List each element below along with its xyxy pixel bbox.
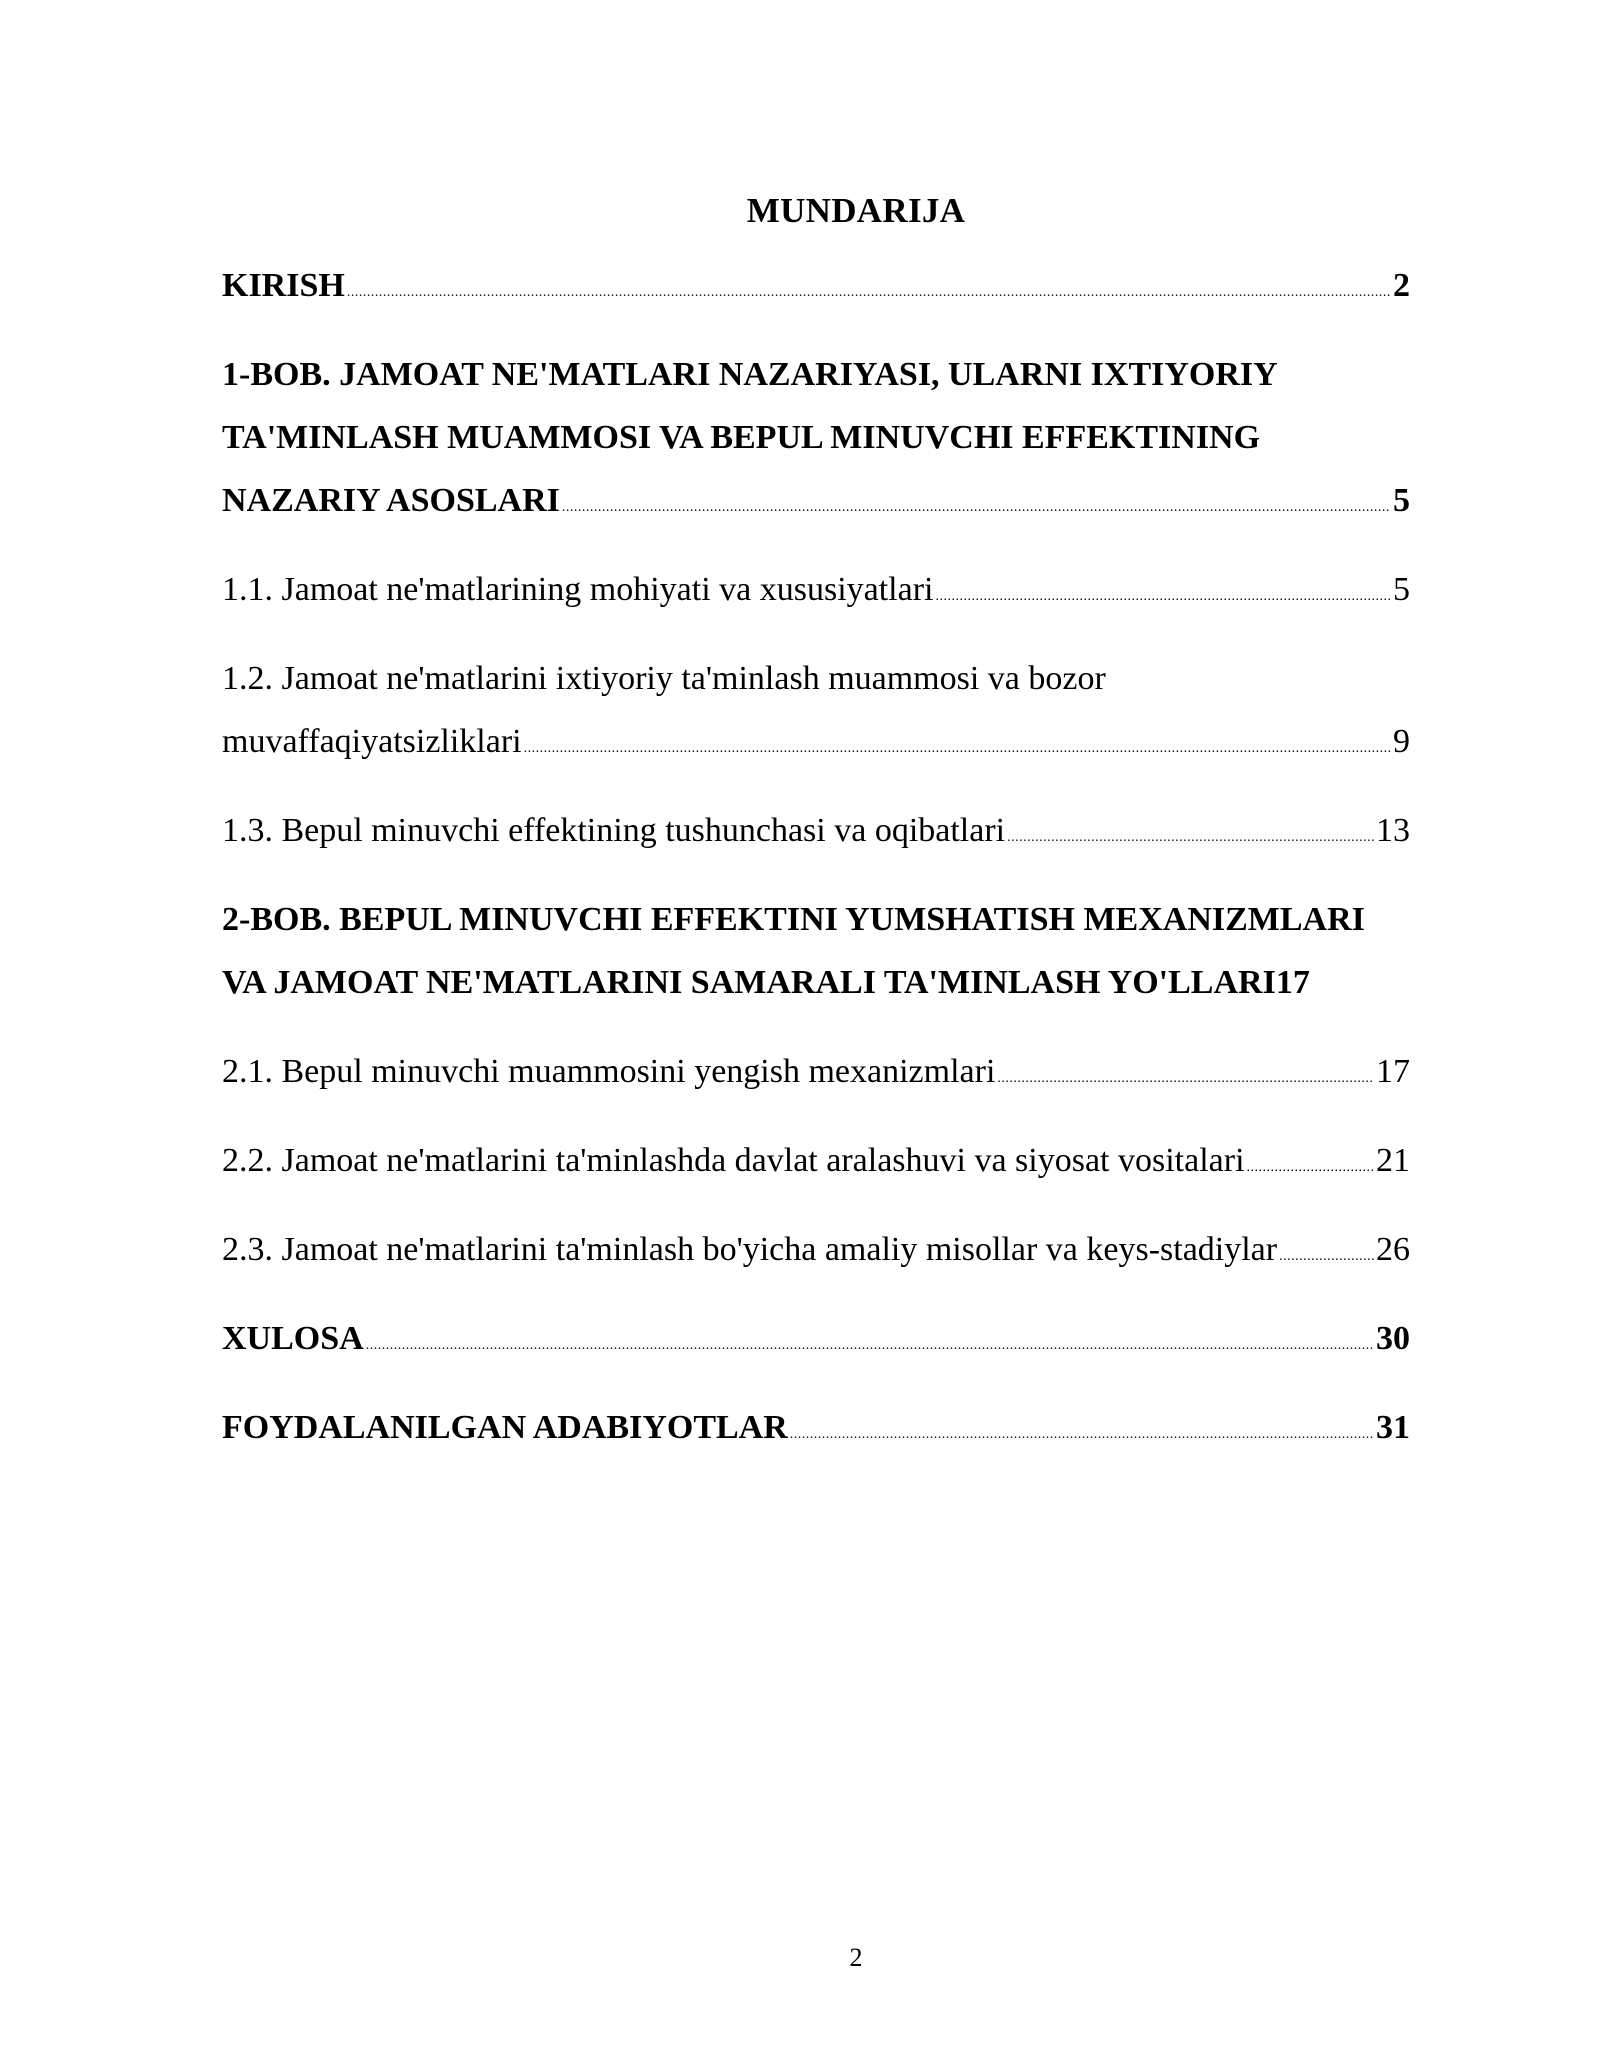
toc-entry-title: 2.2. Jamoat ne'matlarini ta'minlashda davlat aralashuvi va siyosat vositalari [222, 1142, 1245, 1179]
toc-entry-section-2-3[interactable] [222, 1218, 1410, 1281]
toc-entry-title: KIRISH [222, 267, 345, 304]
toc-entry-title: 1.3. Bepul minuvchi effektining tushunchasi va oqibatlari [222, 812, 1006, 849]
toc-entry-title: FOYDALANILGAN ADABIYOTLAR [222, 1409, 788, 1446]
toc-entry-title-line1: 1-BOB. JAMOAT NE'MATLARI NAZARIYASI, ULARNI IXTIYORIY [222, 356, 1278, 393]
toc-entry-title: 1.1. Jamoat ne'matlarining mohiyati va xususiyatlari [222, 571, 934, 608]
toc-page-number: 5 [1393, 482, 1410, 519]
dot-leader [935, 565, 1391, 628]
toc-entry-section-1-2[interactable] [222, 647, 1410, 773]
dot-leader [1007, 806, 1374, 869]
toc-entry-section-2-1[interactable] [222, 1040, 1410, 1103]
toc-entry-title: 2.3. Jamoat ne'matlarini ta'minlash bo'yicha amaliy misollar va keys-stadiylar [222, 1231, 1278, 1268]
toc-entry-section-1-1[interactable] [222, 558, 1410, 621]
toc-entry-title-line1: 2-BOB. BEPUL MINUVCHI EFFEKTINI YUMSHATISH MEXANIZMLARI [222, 901, 1365, 938]
dot-leader [790, 1403, 1374, 1466]
toc-page-number: 30 [1376, 1320, 1410, 1357]
dot-leader [347, 261, 1391, 324]
toc-entry-section-1-3[interactable] [222, 799, 1410, 862]
toc-page-number: 21 [1376, 1142, 1410, 1179]
toc-entry-xulosa[interactable] [222, 1307, 1410, 1370]
dot-leader [997, 1047, 1374, 1110]
dot-leader [562, 476, 1391, 539]
toc-entry-title: XULOSA [222, 1320, 364, 1357]
toc-page-number: 2 [1393, 267, 1410, 304]
toc-entry-title-line3: NAZARIY ASOSLARI [222, 482, 560, 519]
toc-entry-section-2-2[interactable] [222, 1129, 1410, 1192]
dot-leader [524, 717, 1391, 780]
toc-entry-chapter-1[interactable] [222, 343, 1410, 532]
toc-entry-title: 2.1. Bepul minuvchi muammosini yengish mexanizmlari [222, 1053, 996, 1090]
toc-entry-chapter-2[interactable] [222, 888, 1472, 1014]
toc-page-number: 17 [1275, 964, 1310, 1001]
toc-entry-title-line1: 1.2. Jamoat ne'matlarini ixtiyoriy ta'minlash muammosi va bozor [222, 660, 1106, 697]
dot-leader [1247, 1136, 1374, 1199]
dot-leader [366, 1314, 1374, 1377]
toc-page-number: 5 [1393, 571, 1410, 608]
toc-page-number: 13 [1376, 812, 1410, 849]
toc-entry-references[interactable] [222, 1396, 1410, 1459]
document-title: MUNDARIJA [746, 191, 966, 230]
toc-entry-kirish[interactable] [222, 254, 1410, 317]
toc-entry-title-line2: muvaffaqiyatsizliklari [222, 723, 522, 760]
page-number-footer: 2 [849, 1943, 863, 1972]
toc-page-number: 17 [1376, 1053, 1410, 1090]
toc-entry-title-line2: TA'MINLASH MUAMMOSI VA BEPUL MINUVCHI EFFEKTINING [222, 419, 1261, 456]
toc-entry-title-line2: VA JAMOAT NE'MATLARINI SAMARALI TA'MINLASH YO'LLARI [222, 964, 1276, 1001]
toc-page-number: 26 [1376, 1231, 1410, 1268]
dot-leader [1279, 1225, 1374, 1288]
toc-page-number: 31 [1376, 1409, 1410, 1446]
toc-page-number: 9 [1393, 723, 1410, 760]
